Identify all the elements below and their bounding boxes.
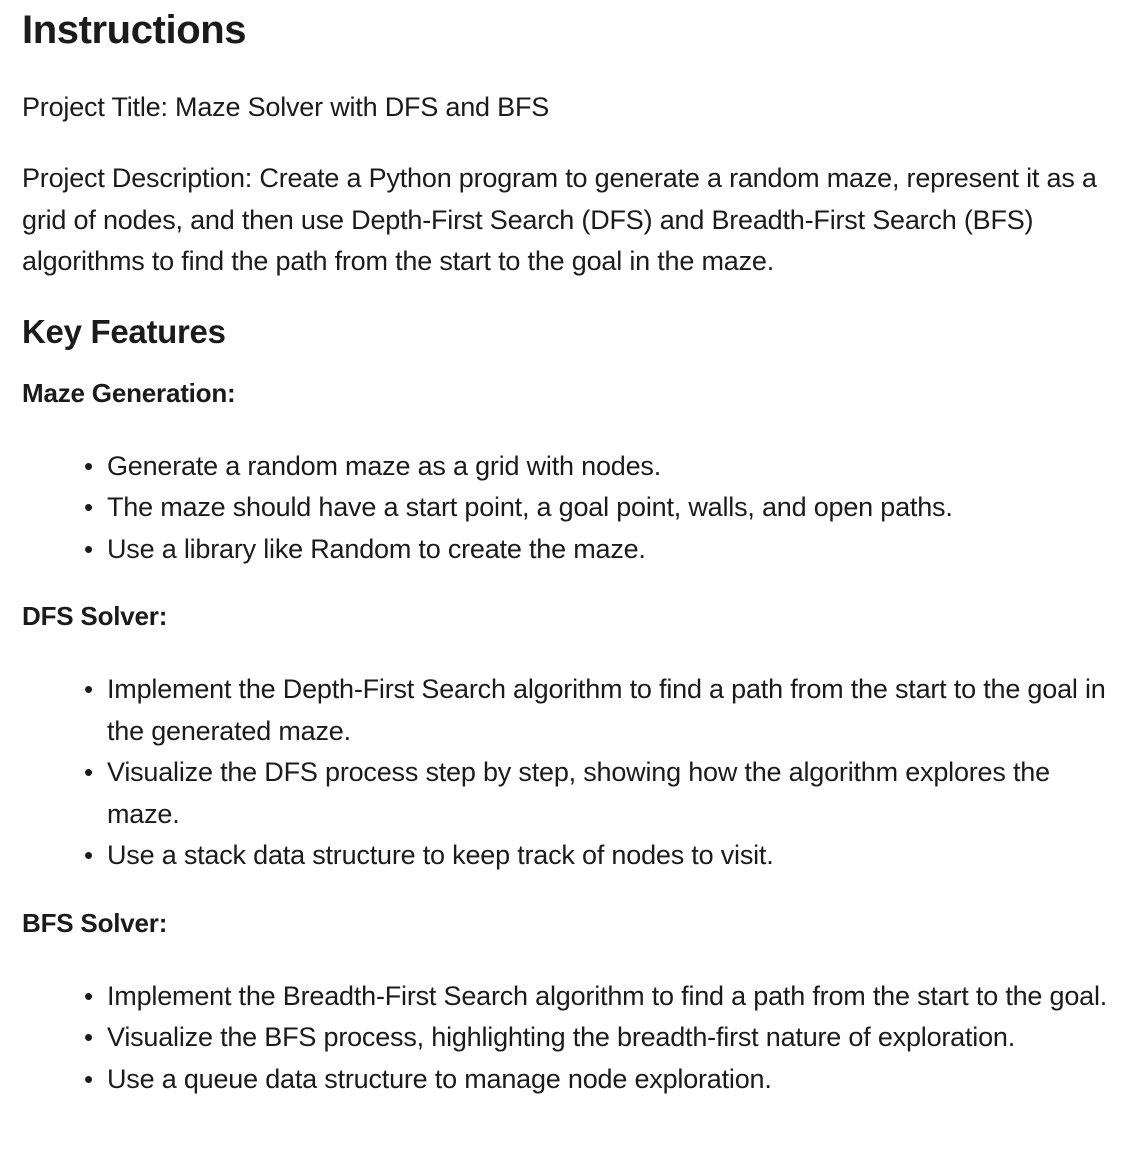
bullet-icon: •	[84, 1022, 93, 1052]
bfs-solver-list	[22, 976, 1120, 1101]
bullet-icon: •	[84, 980, 93, 1011]
section-heading-maze-generation: Maze Generation:	[22, 377, 236, 408]
list-item-text: Visualize the DFS process step by step, showing how the algorithm explores the maze.	[107, 757, 1050, 829]
dfs-solver-list	[22, 669, 1120, 877]
list-item-text: Generate a random maze as a grid with nodes.	[107, 450, 662, 481]
list-item	[22, 1059, 1120, 1101]
list-item-text: Implement the Breadth-First Search algorithm to find a path from the start to the goal.	[107, 980, 1108, 1011]
key-features-heading: Key Features	[22, 312, 226, 350]
list-item-text: Visualize the BFS process, highlighting the breadth-first nature of exploration.	[107, 1022, 1016, 1052]
bullet-icon: •	[84, 840, 93, 870]
maze-generation-list	[22, 446, 1120, 571]
section-heading-bfs-solver: BFS Solver:	[22, 907, 168, 938]
list-item-text: The maze should have a start point, a goal point, walls, and open paths.	[107, 492, 953, 522]
list-item	[22, 752, 1120, 835]
list-item-text: Use a queue data structure to manage node exploration.	[107, 1063, 772, 1094]
list-item-text: Use a stack data structure to keep track of nodes to visit.	[107, 840, 774, 870]
list-item	[22, 529, 1120, 571]
list-item-text: Use a library like Random to create the maze.	[107, 533, 646, 564]
bullet-icon: •	[84, 674, 93, 704]
bullet-icon: •	[84, 1063, 93, 1094]
list-item	[22, 1017, 1120, 1059]
list-item	[22, 669, 1120, 752]
list-item	[22, 835, 1120, 877]
project-title: Project Title: Maze Solver with DFS and BFS	[22, 92, 550, 122]
bullet-icon: •	[84, 757, 93, 787]
page-title: Instructions	[22, 8, 247, 52]
section-heading-dfs-solver: DFS Solver:	[22, 601, 168, 631]
project-description: Project Description: Create a Python program to generate a random maze, represent it as a grid of nodes, and then use Depth-First Search (DFS) and Breadth-First Search (BFS) algorithms to find the path from the start to the goal in the maze.	[22, 163, 1097, 276]
bullet-icon: •	[84, 492, 93, 522]
list-item	[22, 976, 1120, 1018]
list-item	[22, 446, 1120, 488]
bullet-icon: •	[84, 450, 93, 481]
list-item	[22, 487, 1120, 529]
list-item-text: Implement the Depth-First Search algorithm to find a path from the start to the goal in the generated maze.	[107, 674, 1106, 746]
bullet-icon: •	[84, 533, 93, 564]
